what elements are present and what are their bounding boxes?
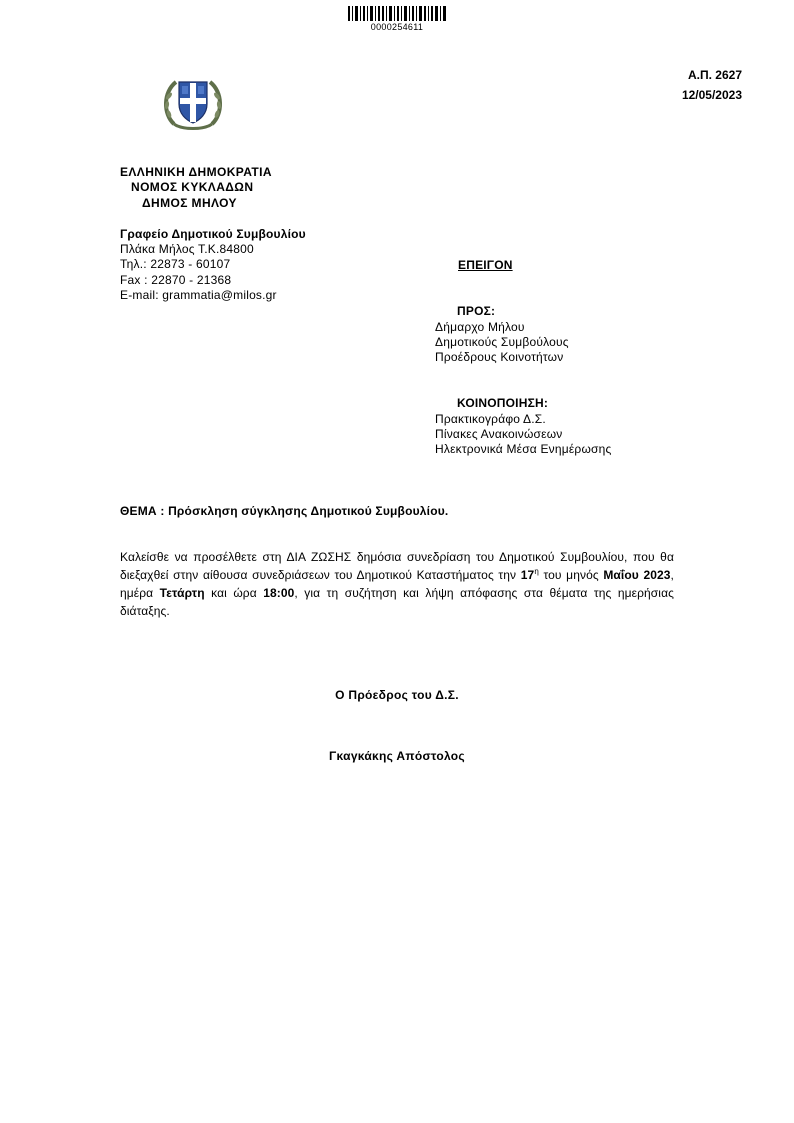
barcode (348, 6, 446, 21)
office-address: Πλάκα Μήλος Τ.Κ.84800 (120, 242, 254, 256)
meeting-day-suffix: η (534, 567, 539, 576)
signature-name: Γκαγκάκης Απόστολος (329, 749, 465, 763)
subject-line: ΘΕΜΑ : Πρόσκληση σύγκλησης Δημοτικού Συμβουλίου. (120, 504, 449, 518)
barcode-number: 0000254611 (370, 22, 424, 32)
office-name: Γραφείο Δημοτικού Συμβουλίου (120, 227, 306, 241)
recipient-item: Δημοτικούς Συμβούλους (435, 335, 569, 349)
recipients-title: ΠΡΟΣ: (457, 304, 496, 318)
cc-item: Πρακτικογράφο Δ.Σ. (435, 412, 546, 426)
body-text-part: και ώρα (204, 586, 264, 600)
header-municipality: ΔΗΜΟΣ ΜΗΛΟΥ (142, 196, 237, 210)
body-text-part: Καλείσθε να προσέλθετε στη ΔΙΑ ΖΩΣΗΣ δημόσια συνεδρίαση του Δημοτικού Συμβουλίου, που θα διεξαχθεί στην αίθουσα συνεδριάσεων του Δημοτικού Καταστήματος την (120, 550, 674, 582)
recipient-item: Δήμαρχο Μήλου (435, 320, 525, 334)
meeting-weekday: Τετάρτη (159, 586, 205, 600)
cc-item: Πίνακες Ανακοινώσεων (435, 427, 563, 441)
office-fax: Fax : 22870 - 21368 (120, 273, 232, 287)
office-phone: Τηλ.: 22873 - 60107 (120, 257, 231, 271)
meeting-day: 17 (520, 568, 535, 582)
protocol-number: Α.Π. 2627 (687, 68, 742, 82)
header-prefecture: ΝΟΜΟΣ ΚΥΚΛΑΔΩΝ (131, 180, 254, 194)
meeting-month-year: Μαΐου 2023 (603, 568, 671, 582)
body-text-part: , για τη συζήτηση και λήψη απόφασης στα θέματα της ημερήσιας διάταξης. (120, 586, 674, 618)
cc-title: ΚΟΙΝΟΠΟΙΗΣΗ: (457, 396, 549, 410)
protocol-date: 12/05/2023 (681, 88, 742, 102)
urgent-label: ΕΠΕΙΓΟΝ (458, 258, 513, 272)
body-text-part: , ημέρα (120, 568, 674, 600)
greek-emblem-icon (160, 74, 226, 132)
meeting-time: 18:00 (263, 586, 295, 600)
office-email: E-mail: grammatia@milos.gr (120, 288, 277, 302)
recipient-item: Προέδρους Κοινοτήτων (435, 350, 564, 364)
signature-title: Ο Πρόεδρος του Δ.Σ. (335, 688, 459, 702)
cc-item: Ηλεκτρονικά Μέσα Ενημέρωσης (435, 442, 612, 456)
body-paragraph (120, 548, 674, 620)
header-country: ΕΛΛΗΝΙΚΗ ΔΗΜΟΚΡΑΤΙΑ (120, 165, 272, 179)
body-text-part: του μηνός (538, 568, 604, 582)
